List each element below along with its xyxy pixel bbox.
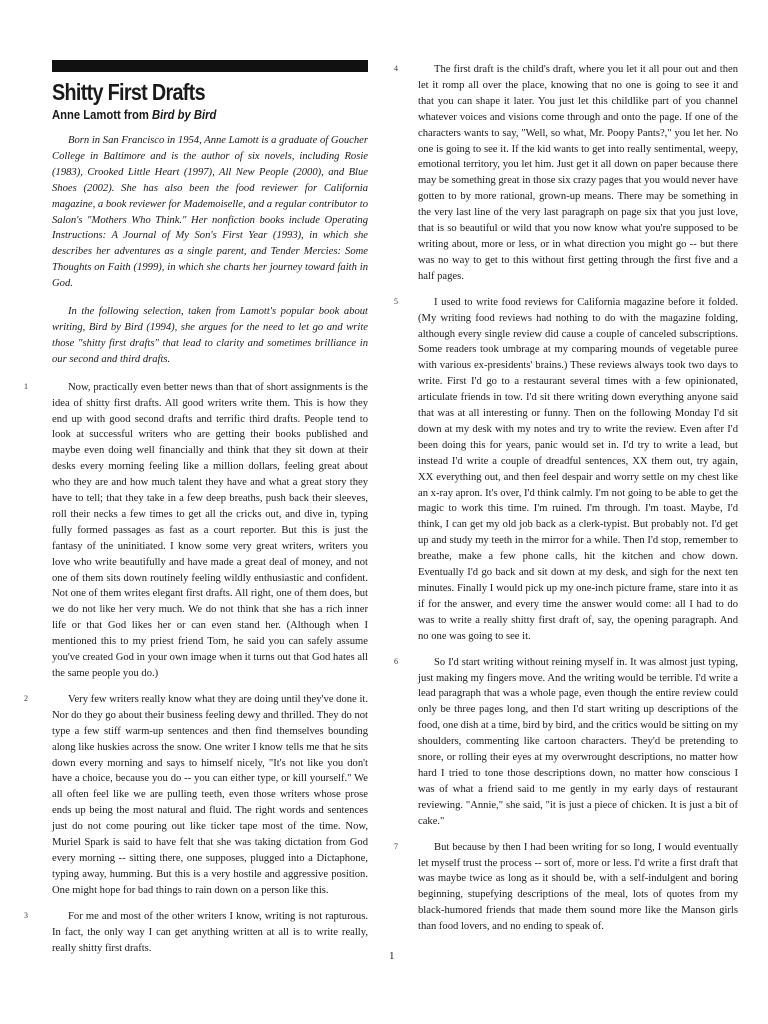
intro-paragraph-1: Born in San Francisco in 1954, Anne Lamott is a graduate of Goucher College in Baltimore and is the author of six novels, including Rosie (1983), Crooked Little Heart (1997), All New People (2000), and Blue Shoes (2002). She has also been the food reviewer for California magazine, a book reviewer for Mademoiselle, and a regular contributor to Salon's "Mothers Who Think." Her nonfiction books include Operating Instructions: A Journal of My Son's First Year (1993), in which she describes her adventures as a single parent, and Tender Mercies: Some Thoughts on Faith (1999), in which she charts her journey toward faith in God.: [52, 135, 368, 290]
article-title: Shitty First Drafts: [52, 79, 205, 105]
title-rule: [52, 60, 368, 72]
paragraph-text: For me and most of the other writers I know, writing is not rapturous. In fact, the only way I can get anything written at all is to write really, really shitty first drafts.: [52, 910, 368, 954]
paragraph-text: Now, practically even better news than that of short assignments is the idea of shitty first drafts. All good writers write them. This is how they end up with good second drafts and terrific third drafts. People tend to look at successful writers who are getting their books published and maybe even doing well financially and think that they sit down at their desks every morning feeling like a million dollars, feeling great about who they are and how much talent they have and what a great story they have to tell; that they take in a few deep breaths, push back their sleeves, roll their necks a few times to get all the cricks out, and dive in, typing fully formed passages as fast as a court reporter. But this is just the fantasy of the uninitiated. I know some very great writers, writers you love who write beautifully and have made a great deal of money, and not one of them sits down routinely feeling wildly enthusiastic and confident. Not one of them writes elegant first drafts. All right, one of them does, but we do not like her very much. We do not think that she has a rich inner life or that God likes her or can even stand her. (Although when I mentioned this to my priest friend Tom, he said you can safely assume you've created God in your own image when it turns out that God hates all the same people you do.): [52, 381, 368, 679]
paragraph-text: So I'd start writing without reining myself in. It was almost just typing, just making my fingers move. And the writing would be terrible. I'd write a lead paragraph that was a whole page, even though the entire review could only be three pages long, and then I'd start writing up descriptions of the food, one dish at a time, bird by bird, and the critics would be sitting on my shoulders, commenting like cartoon characters. They'd be pretending to snore, or rolling their eyes at my overwrought descriptions, no matter how hard I tried to tone those descriptions down, no matter how conscious I was of what a friend said to me gently in my early days of restaurant reviewing. "Annie," she said, "it is just a piece of chicken. It is just a bit of cake.": [418, 656, 738, 827]
paragraph-block: [24, 909, 368, 957]
author-line: [52, 107, 336, 123]
paragraph-text: But because by then I had been writing for so long, I would eventually let myself trust the process -- sort of, more or less. I'd write a first draft that was maybe twice as long as it should be, with a self-indulgent and boring beginning, stupefying descriptions of the meal, lots of quotes from my black-humored friends that made them sound more like the Manson girls than food lovers, and no ending to speak of.: [418, 841, 738, 933]
paragraph-number: 1: [24, 381, 28, 391]
paragraph-block: [24, 692, 368, 899]
paragraph-number: 2: [24, 693, 28, 703]
paragraph-block: [394, 655, 738, 830]
author-name: Anne Lamott from: [52, 108, 152, 122]
paragraph-number: 5: [394, 296, 398, 306]
page-number: 1: [389, 950, 395, 962]
right-column: [394, 62, 738, 945]
paragraph-block: [394, 295, 738, 645]
paragraph-text: The first draft is the child's draft, where you let it all pour out and then let it romp all over the place, knowing that no one is going to see it and that you can shape it later. You just let this childlike part of you channel whatever voices and visions come through and onto the page. If one of the characters wants to say, "Well, so what, Mr. Poopy Pants?," you let her. No one is going to see it. If the kid wants to get into really sentimental, weepy, emotional territory, you let him. Just get it all down on paper because there may be something great in those six crazy pages that you would never have gotten to by more rational, grown-up means. There may be something in the very last line of the very last paragraph on page six that you just love, that is so beautiful or wild that you now know what you're supposed to be writing about, more or less, or in what direction you might go -- but there was no way to get to this without first getting through the first five and a half pages.: [418, 64, 738, 282]
paragraph-block: [394, 62, 738, 285]
left-column: [24, 60, 368, 966]
paragraph-number: 7: [394, 841, 398, 851]
book-title: Bird by Bird: [151, 108, 217, 122]
paragraph-number: 6: [394, 656, 398, 666]
intro-paragraph-2: In the following selection, taken from Lamott's popular book about writing, Bird by Bird (1994), she argues for the need to let go and write those "shitty first drafts" that lead to clarity and sometimes brilliance in our second and third drafts.: [52, 306, 368, 365]
paragraph-number: 3: [24, 910, 28, 920]
paragraph-number: 4: [394, 64, 398, 73]
paragraph-block: [394, 840, 738, 935]
paragraph-text: Very few writers really know what they are doing until they've done it. Nor do they go about their business feeling dewy and thrilled. They do not type a few stiff warm-up sentences and then find themselves bounding along like huskies across the snow. One writer I know tells me that he sits down every morning and says to himself nicely, "It's not like you don't have a choice, because you do -- you can either type, or kill yourself." We all often feel like we are pulling teeth, even those writers whose prose ends up being the most natural and fluid. The right words and sentences just do not come pouring out like ticker tape most of the time. Now, Muriel Spark is said to have felt that she was taking dictation from God every morning -- sitting there, one supposes, plugged into a Dictaphone, typing away, humming. But this is a very hostile and aggressive position. One might hope for bad things to rain down on a person like this.: [52, 693, 368, 896]
paragraph-text: I used to write food reviews for California magazine before it folded. (My writing food reviews had nothing to do with the magazine folding, although every single review did cause a couple of canceled subscriptions. Some readers took umbrage at my comparing mounds of vegetable puree with various ex-presidents' brains.) These reviews always took two days to write. First I'd go to a restaurant several times with a few opinionated, articulate friends in tow. I'd sit there writing down everything anyone said that was at all interesting or funny. Then on the following Monday I'd sit down at my desk with my notes and try to write the review. Even after I'd been doing this for years, panic would set in. I'd try to write a lead, but instead I'd write a couple of dreadful sentences, XX them out, try again, XX everything out, and then feel despair and worry settle on my chest like an x-ray apron. It's over, I'd think calmly. I'm not going to be able to get the magic to work this time. I'm ruined. I'm through. I'm toast. Maybe, I'd think, I can get my old job back as a clerk-typist. But probably not. I'd get up and study my teeth in the mirror for a while. Then I'd stop, remember to breathe, make a few phone calls, hit the kitchen and chow down. Eventually I'd go back and sit down at my desk, and sigh for the next ten minutes. Finally I would pick up my one-inch picture frame, stare into it as if for the answer, and every time the answer would come: all I had to do was to write a really shitty first draft of, say, the opening paragraph. And no one was going to see it.: [418, 296, 738, 642]
paragraph-block: [24, 380, 368, 682]
